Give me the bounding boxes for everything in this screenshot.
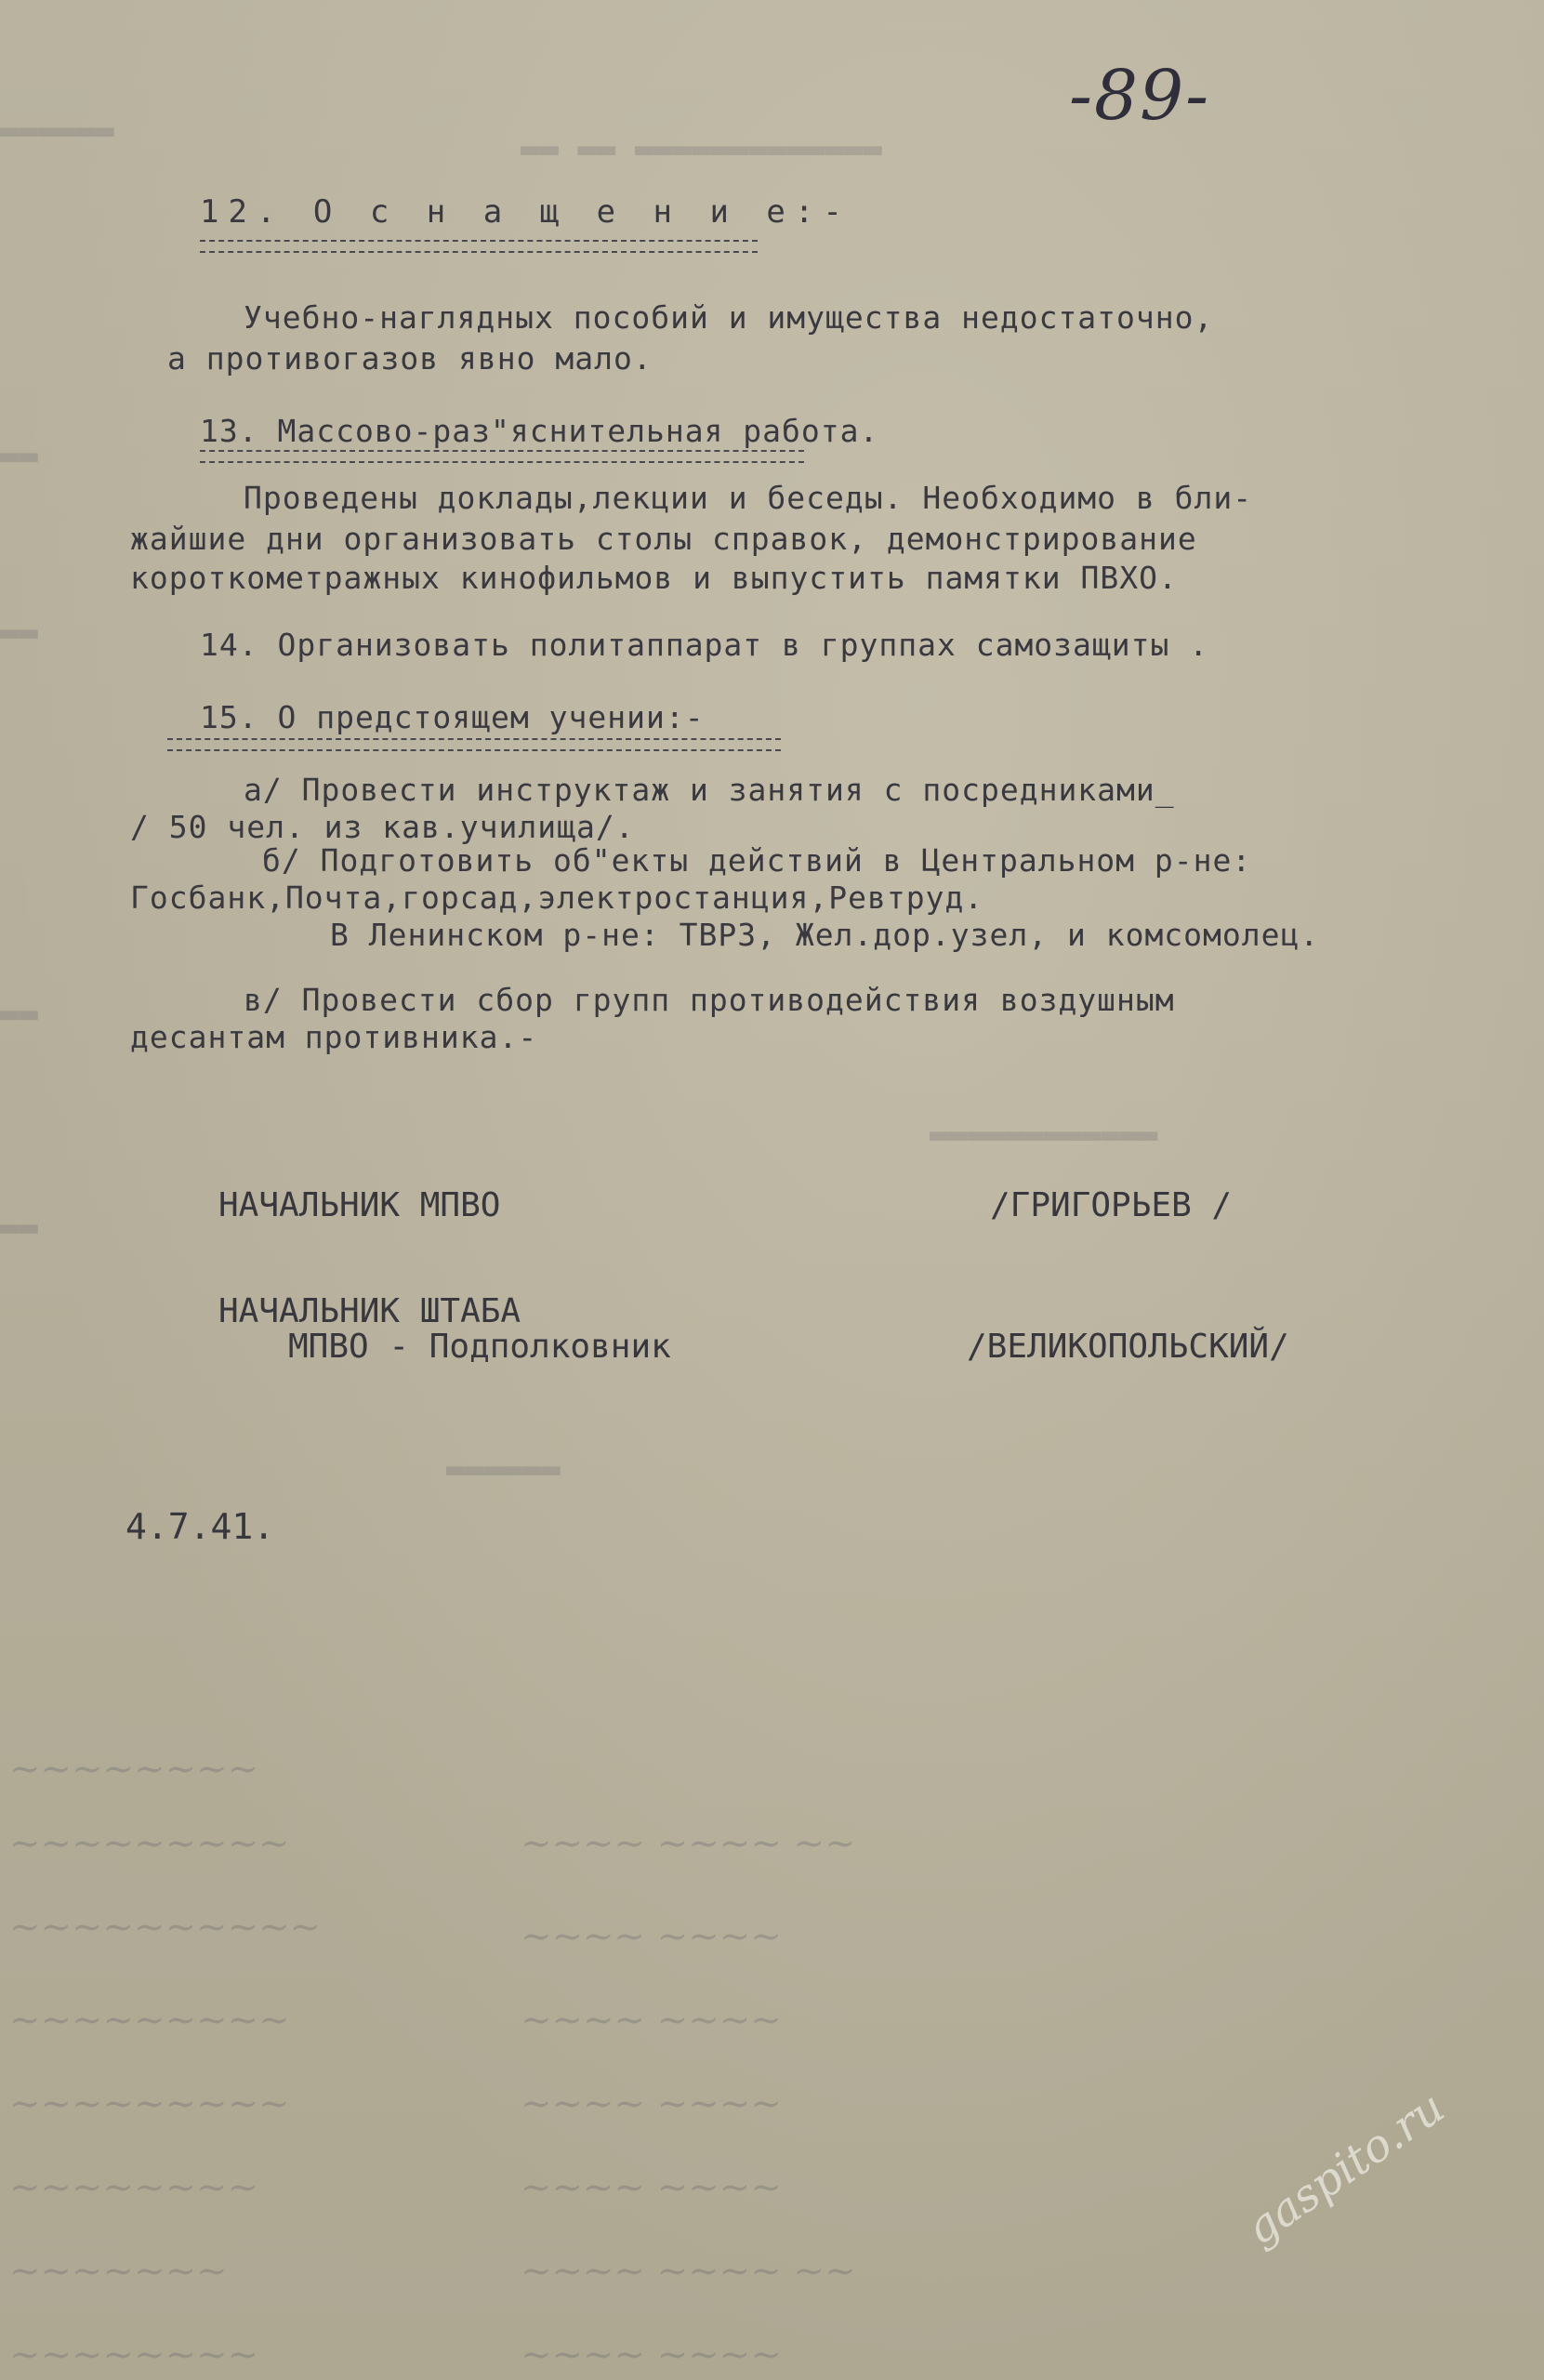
- chief-name: /ГРИГОРЬЕВ /: [990, 1186, 1233, 1224]
- section-15-heading: 15. О предстоящем учении:-: [200, 699, 705, 735]
- heading-underline: [200, 450, 804, 463]
- section-15-item-v-cont: десантам противника.-: [130, 1019, 538, 1055]
- heading-underline: [200, 240, 758, 253]
- page-number: -89-: [1069, 56, 1211, 136]
- staff-title-rank: МПВО - Подполковник: [288, 1328, 671, 1366]
- section-13-text-line: жайшие дни организовать столы справок, демонстрирование: [130, 521, 1197, 557]
- section-15-item-v: в/ Провести сбор групп противодействия воздушным: [244, 982, 1175, 1018]
- section-15-item-b-cont: Госбанк,Почта,горсад,электростанция,Ревтруд.: [130, 879, 984, 916]
- heading-underline: [167, 738, 781, 751]
- section-12-heading: 12. О с н а щ е н и е:-: [200, 193, 851, 231]
- section-12-text-line: а противогазов явно мало.: [167, 340, 653, 377]
- watermark: gaspito.ru: [1236, 2081, 1455, 2255]
- section-15-item-a-cont: / 50 чел. из кав.училища/.: [130, 809, 635, 845]
- staff-name: /ВЕЛИКОПОЛЬСКИЙ/: [967, 1328, 1289, 1366]
- section-14-text: 14. Организовать политаппарат в группах самозащиты .: [200, 627, 1209, 663]
- section-13-text-line: Проведены доклады,лекции и беседы. Необходимо в бли-: [244, 480, 1253, 516]
- section-12-text-line: Учебно-наглядных пособий и имущества недостаточно,: [244, 299, 1214, 336]
- document-date: 4.7.41.: [125, 1506, 275, 1547]
- section-13-text-line: короткометражных кинофильмов и выпустить памятки ПВХО.: [130, 560, 1178, 596]
- staff-title: НАЧАЛЬНИК ШТАБА: [218, 1292, 521, 1330]
- chief-title: НАЧАЛЬНИК МПВО: [218, 1186, 501, 1224]
- section-15-item-b: б/ Подготовить об"екты действий в Центральном р-не:: [262, 842, 1252, 879]
- section-13-heading: 13. Массово-раз"яснительная работа.: [200, 413, 879, 449]
- document-sheet: ▬▬▬▬▬▬ ▬▬ ▬▬ ▬▬ ▬▬ ▬▬ ▬▬ ▬▬▬▬▬▬▬▬▬▬▬▬▬ ▬▬▬▬▬▬▬▬▬▬▬▬ ▬▬▬▬▬▬ ~~~~~~~~ ~~~~~~~~~ ~~~~~~~~~~ ~~~~~~~~~ ~~~~~~~~~ ~~~~~~~~ ~~~~~~~ ~~~~~~~~ ~~~~ ~~~~ ~~ ~~~~ ~~~~ ~~~~ ~~~~ ~~~~ ~~~~ ~~~~ ~~~~ ~~~~ ~~~~ ~~ ~~~~ ~~~~ -89- 12. О с н а щ е н и е:- Учебно-наглядных пособий и имущества недостаточно, а противогазов явно мало. 13. Массово-раз"яснительная работа. Проведены доклады,лекции и беседы. Необходимо в бли- жайшие дни организовать столы справок, демонстрирование короткометражных кинофильмов и выпустить памятки ПВХО. 14. Организовать политаппарат в группах самозащиты . 15. О предстоящем учении:- а/ Провести инструктаж и занятия с посредниками_ / 50 чел. из кав.училища/. б/ Подготовить об"екты действий в Центральном р-не: Госбанк,Почта,горсад,электростанция,Ревтруд. В Ленинском р-не: ТВРЗ, Жел.дор.узел, и комсомолец. в/ Провести сбор групп противодействия воздушным десантам противника.- НАЧАЛЬНИК МПВО /ГРИГОРЬЕВ / НАЧАЛЬНИК ШТАБА МПВО - Подполковник /ВЕЛИКОПОЛЬСКИЙ/ 4.7.41. gaspito.ru: [0, 0, 1544, 2380]
- section-15-item-a: а/ Провести инструктаж и занятия с посредниками_: [244, 772, 1175, 808]
- section-15-item-b-cont: В Ленинском р-не: ТВРЗ, Жел.дор.узел, и комсомолец.: [330, 917, 1320, 953]
